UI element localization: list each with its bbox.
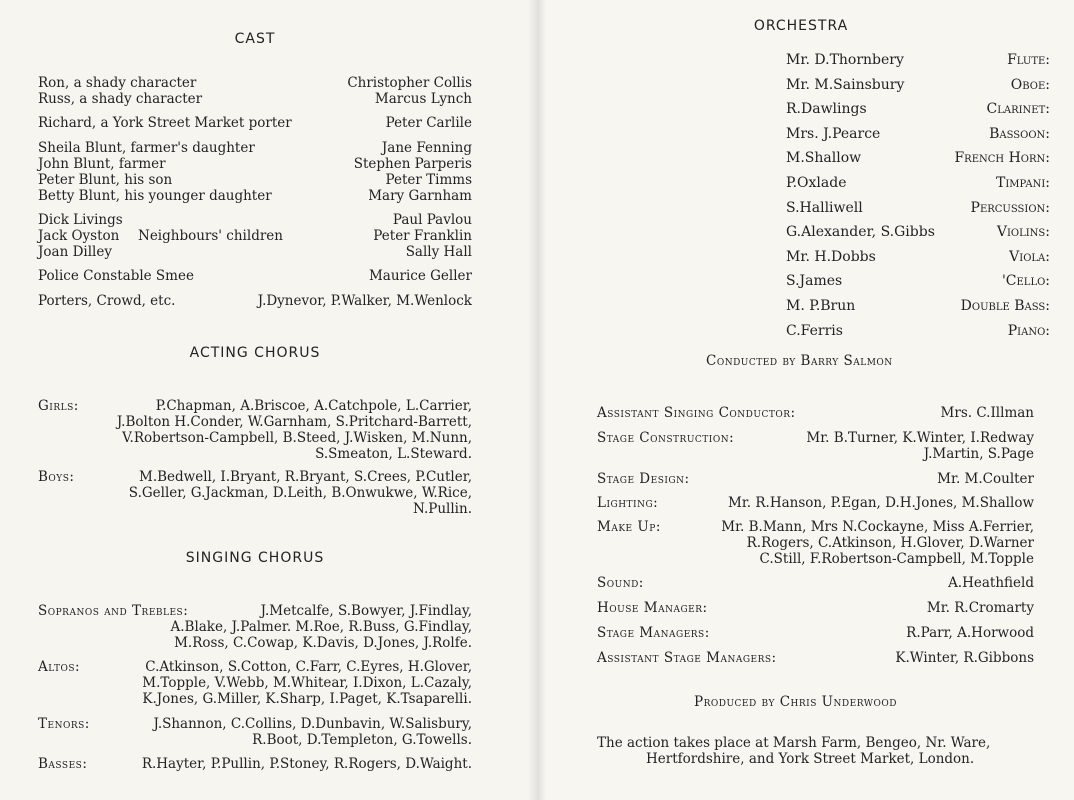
orchestra-row xyxy=(550,52,1050,72)
cast-role: John Blunt, farmer xyxy=(38,156,166,172)
cast-actor: Stephen Parperis xyxy=(353,156,472,172)
orchestra-heading: ORCHESTRA xyxy=(753,18,849,34)
boys-label: Boys: xyxy=(38,469,75,485)
orchestra-row xyxy=(550,273,1050,293)
cast-actor: Sally Hall xyxy=(405,244,472,260)
player-name: M. P.Brun xyxy=(786,298,856,314)
cast-actor: Peter Timms xyxy=(385,172,472,188)
cast-role: Ron, a shady character xyxy=(38,75,197,91)
basses-line: R.Hayter, P.Pullin, P.Stoney, R.Rogers, D.Waight. xyxy=(141,756,472,772)
crew-label: Make Up: xyxy=(597,519,661,535)
crew-value: R.Rogers, C.Atkinson, H.Glover, D.Warner xyxy=(746,535,1034,551)
instrument-label: Timpani: xyxy=(996,175,1050,191)
cast-actor: Marcus Lynch xyxy=(374,91,472,107)
boys-line: S.Geller, G.Jackman, D.Leith, B.Onwukwe, W.Rice, xyxy=(128,485,472,501)
sopranos-line: J.Metcalfe, S.Bowyer, J.Findlay, xyxy=(260,603,472,619)
acting-chorus-heading: ACTING CHORUS xyxy=(189,345,321,361)
altos-line: K.Jones, G.Miller, K.Sharp, I.Paget, K.Tsaparelli. xyxy=(142,691,472,707)
setting-line: The action takes place at Marsh Farm, Bengeo, Nr. Ware, xyxy=(597,735,991,751)
player-name: Mr. M.Sainsbury xyxy=(786,76,905,93)
girls-label: Girls: xyxy=(38,398,79,414)
instrument-label: 'Cello: xyxy=(1001,273,1050,290)
cast-actor: Mary Garnham xyxy=(368,188,472,204)
crew-value: C.Still, F.Robertson-Campbell, M.Topple xyxy=(759,551,1034,567)
orchestra-row xyxy=(550,126,1050,146)
crew-value: Mr. B.Turner, K.Winter, I.Redway xyxy=(806,430,1034,446)
crew-label: Stage Managers: xyxy=(597,625,710,641)
girls-line: P.Chapman, A.Briscoe, A.Catchpole, L.Carrier, xyxy=(155,398,472,414)
girls-line: V.Robertson-Campbell, B.Steed, J.Wisken, M.Nunn, xyxy=(122,430,472,446)
crew-value: Mrs. C.Illman xyxy=(940,405,1034,421)
orchestra-row xyxy=(550,150,1050,170)
cast-role: Joan Dilley xyxy=(38,244,112,260)
instrument-label: Violins: xyxy=(996,224,1050,241)
cast-role: Porters, Crowd, etc. xyxy=(38,293,176,309)
boys-line: N.Pullin. xyxy=(413,501,472,517)
sopranos-label: Sopranos and Trebles: xyxy=(38,603,189,619)
cast-actor: Peter Carlile xyxy=(385,115,472,131)
player-name: S.James xyxy=(786,273,843,290)
orchestra-row xyxy=(550,175,1050,195)
sopranos-line: M.Ross, C.Cowap, K.Davis, D.Jones, J.Rolfe. xyxy=(174,635,472,651)
crew-label: House Manager: xyxy=(597,600,708,616)
cast-role: Betty Blunt, his younger daughter xyxy=(38,188,272,204)
cast-actor: Jane Fenning xyxy=(381,140,472,156)
instrument-label: Flute: xyxy=(1007,52,1050,68)
crew-label: Stage Design: xyxy=(597,471,690,487)
player-name: S.Halliwell xyxy=(786,199,863,216)
player-name: P.Oxlade xyxy=(786,175,847,191)
orchestra-list xyxy=(550,52,1050,342)
cast-role: Police Constable Smee xyxy=(38,268,194,284)
boys-line: M.Bedwell, I.Bryant, R.Bryant, S.Crees, P.Cutler, xyxy=(139,469,472,485)
cast-actor: J.Dynevor, P.Walker, M.Wenlock xyxy=(257,293,472,309)
cast-role: Richard, a York Street Market porter xyxy=(38,115,292,131)
left-page xyxy=(0,0,536,800)
singing-chorus-heading: SINGING CHORUS xyxy=(185,550,325,566)
tenors-label: Tenors: xyxy=(38,716,90,732)
player-name: R.Dawlings xyxy=(786,101,867,118)
player-name: Mrs. J.Pearce xyxy=(786,125,881,142)
cast-actor: Christopher Collis xyxy=(347,75,472,91)
basses-label: Basses: xyxy=(38,756,88,772)
crew-value: Mr. M.Coulter xyxy=(937,471,1034,487)
cast-role: Dick Livings xyxy=(38,212,123,228)
cast-role: Peter Blunt, his son xyxy=(38,172,173,188)
cast-actor: Peter Franklin xyxy=(373,228,472,244)
orchestra-row xyxy=(550,224,1050,244)
setting-line: Hertfordshire, and York Street Market, London. xyxy=(646,751,975,767)
altos-line: M.Topple, V.Webb, M.Whitear, I.Dixon, L.Cazaly, xyxy=(142,675,472,691)
crew-value: J.Martin, S.Page xyxy=(923,446,1034,462)
girls-line: J.Bolton H.Conder, W.Garnham, S.Pritchard-Barrett, xyxy=(116,414,472,430)
player-name: G.Alexander, S.Gibbs xyxy=(786,224,935,241)
girls-line: S.Smeaton, L.Steward. xyxy=(315,446,472,462)
page-fold xyxy=(528,0,546,800)
right-page xyxy=(536,0,1074,800)
altos-label: Altos: xyxy=(38,659,81,675)
crew-value: A.Heathfield xyxy=(948,575,1034,591)
cast-actor: Paul Pavlou xyxy=(392,212,472,228)
conducted-by: Conducted by Barry Salmon xyxy=(706,353,893,369)
crew-label: Assistant Stage Managers: xyxy=(597,650,777,666)
crew-value: Mr. R.Hanson, P.Egan, D.H.Jones, M.Shallow xyxy=(728,495,1034,511)
crew-label: Stage Construction: xyxy=(597,430,735,446)
instrument-label: Clarinet: xyxy=(986,101,1050,118)
cast-actor: Maurice Geller xyxy=(368,268,472,284)
player-name: C.Ferris xyxy=(786,322,843,339)
player-name: Mr. H.Dobbs xyxy=(786,248,876,265)
instrument-label: Viola: xyxy=(1009,248,1050,265)
crew-value: Mr. R.Cromarty xyxy=(926,600,1034,616)
crew-label: Sound: xyxy=(597,575,644,591)
tenors-line: R.Boot, D.Templeton, G.Towells. xyxy=(252,732,472,748)
instrument-label: Piano: xyxy=(1007,322,1050,339)
orchestra-row xyxy=(550,77,1050,97)
crew-label: Assistant Singing Conductor: xyxy=(597,405,796,421)
neighbours-note: Neighbours' children xyxy=(138,228,283,244)
instrument-label: Bassoon: xyxy=(989,125,1050,142)
produced-by: Produced by Chris Underwood xyxy=(694,694,897,710)
cast-role: Russ, a shady character xyxy=(38,91,203,107)
crew-value: R.Parr, A.Horwood xyxy=(906,625,1034,641)
orchestra-row xyxy=(550,200,1050,220)
tenors-line: J.Shannon, C.Collins, D.Dunbavin, W.Salisbury, xyxy=(153,716,472,732)
instrument-label: Double Bass: xyxy=(960,298,1050,314)
orchestra-row xyxy=(550,249,1050,269)
altos-line: C.Atkinson, S.Cotton, C.Farr, C.Eyres, H.Glover, xyxy=(145,659,472,675)
instrument-label: French Horn: xyxy=(954,150,1050,167)
cast-role: Sheila Blunt, farmer's daughter xyxy=(38,140,255,156)
orchestra-row xyxy=(550,323,1050,343)
crew-value: Mr. B.Mann, Mrs N.Cockayne, Miss A.Ferrier, xyxy=(721,519,1034,535)
orchestra-row xyxy=(550,101,1050,121)
cast-heading: CAST xyxy=(234,31,276,47)
sopranos-line: A.Blake, J.Palmer. M.Roe, R.Buss, G.Findlay, xyxy=(170,619,472,635)
orchestra-row xyxy=(550,298,1050,318)
instrument-label: Oboe: xyxy=(1010,76,1050,93)
player-name: Mr. D.Thornbery xyxy=(786,52,904,68)
instrument-label: Percussion: xyxy=(970,199,1050,216)
crew-label: Lighting: xyxy=(597,495,659,511)
cast-role: Jack Oyston xyxy=(38,228,120,244)
player-name: M.Shallow xyxy=(786,150,862,167)
crew-value: K.Winter, R.Gibbons xyxy=(895,650,1034,666)
